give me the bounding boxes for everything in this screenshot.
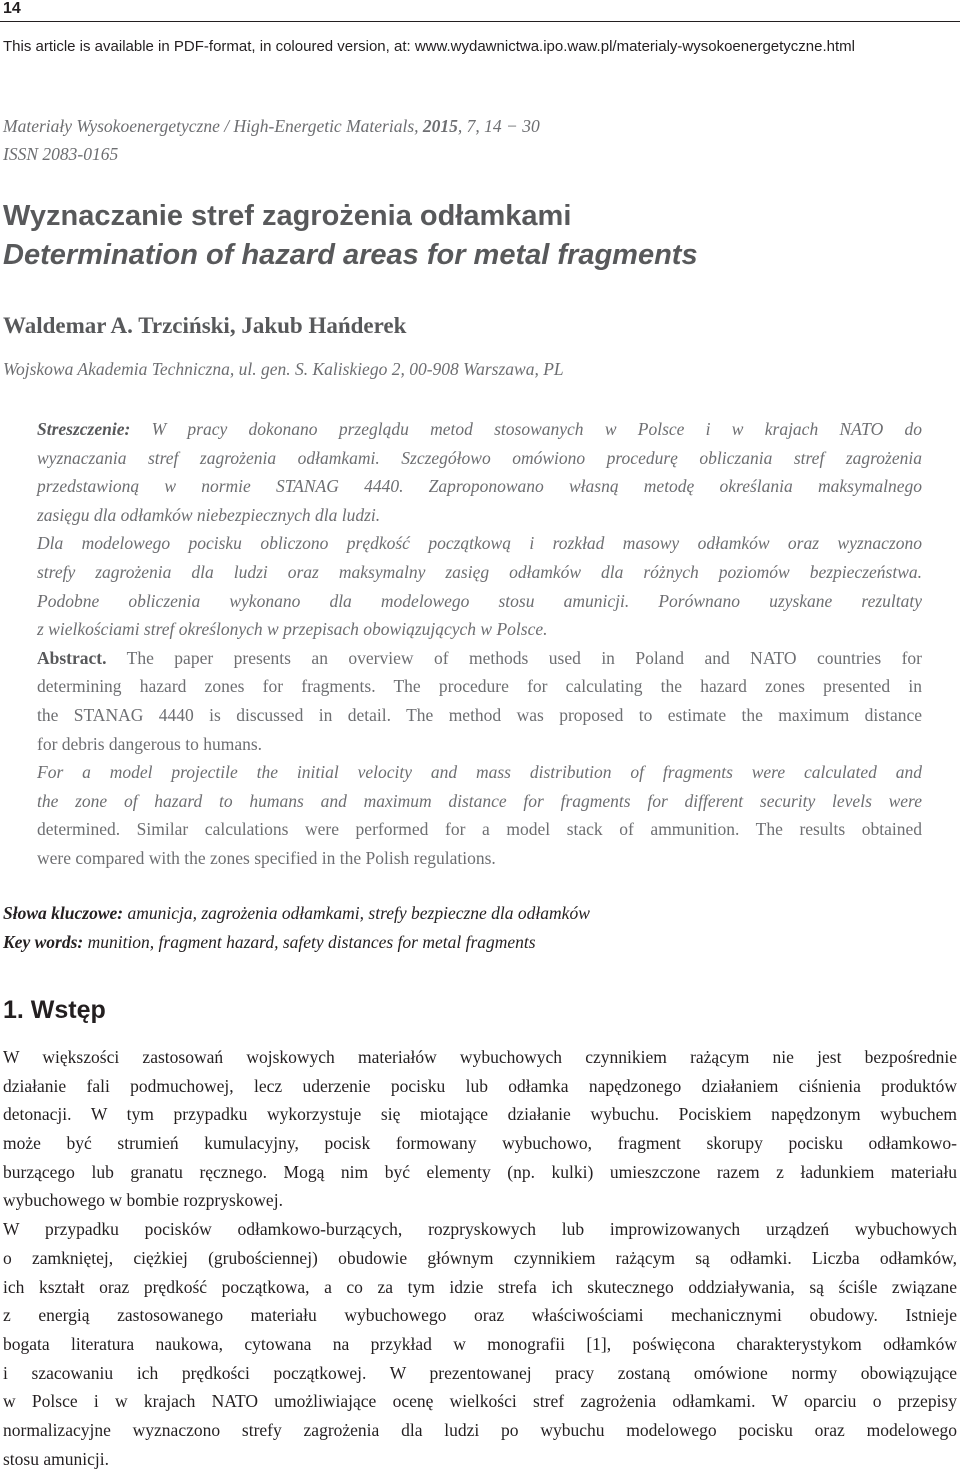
abstract-en-line: determined. Similar calculations were performed for a model stack of ammunition. The results obtained xyxy=(37,819,922,840)
body-line: w Polsce i w krajach NATO umożliwiające ocenę wielkości stref zagrożenia odłamkami. W oparciu o przepisy xyxy=(3,1391,957,1412)
abstract-en-line: were compared with the zones specified in the Polish regulations. xyxy=(37,847,496,868)
body-line: i szacowaniu ich prędkości początkowej. W prezentowanej pracy zostaną omówione normy obowiązujące xyxy=(3,1362,957,1383)
body-line: bogata literatura naukowa, cytowana na przykład w monografii [1], poświęcona charakterystykom odłamków xyxy=(3,1333,957,1354)
abstract-en-line: the zone of hazard to humans and maximum distance for fragments for different security levels were xyxy=(37,790,922,811)
abstract xyxy=(37,415,922,873)
body-line: normalizacyjne wyznaczono strefy zagrożenia dla ludzi po wybuchu modelowego pocisku oraz modelowego xyxy=(3,1419,957,1440)
keywords-pl-text: amunicja, zagrożenia odłamkami, strefy bezpieczne dla odłamków xyxy=(123,903,590,923)
body-line: o zamkniętej, ciężkiej (grubościennej) obudowie głównym czynnikiem rażącym są odłamki. Liczba odłamków, xyxy=(3,1247,957,1268)
section-heading: 1. Wstęp xyxy=(3,996,106,1024)
journal-volume-pages: , 7, 14 − 30 xyxy=(457,116,540,136)
abstract-pl-line: przedstawioną w normie STANAG 4440. Zaproponowano własną metodę określania maksymalnego xyxy=(37,476,922,497)
abstract-en-label: Abstract. xyxy=(37,647,107,668)
abstract-pl-label: Streszczenie: xyxy=(37,419,131,439)
keywords-en-label: Key words: xyxy=(3,932,84,952)
journal-name: Materiały Wysokoenergetyczne / High-Energetic Materials, xyxy=(3,116,423,136)
abstract-en-line: for debris dangerous to humans. xyxy=(37,733,263,754)
availability-note: This article is available in PDF-format, in coloured version, at: www.wydawnictwa.ipo.waw.pl/materialy-wysokoenergetyczne.html xyxy=(3,38,855,55)
abstract-en-line: the STANAG 4440 is discussed in detail. The method was proposed to estimate the maximum distance xyxy=(37,704,922,725)
page-number: 14 xyxy=(3,0,21,17)
journal-citation xyxy=(3,116,540,137)
keywords-english xyxy=(3,932,536,953)
body-line: z energią zastosowanego materiału wybuchowego oraz właściwościami mechanicznymi obudowy. Istnieje xyxy=(3,1305,957,1326)
body-line: detonacji. W tym przypadku wykorzystuje się miotające działanie wybuchu. Pociskiem napędzonym wybuchem xyxy=(3,1104,957,1125)
abstract-en-line xyxy=(37,644,922,673)
journal-year: 2015 xyxy=(422,116,458,136)
affiliation: Wojskowa Akademia Techniczna, ul. gen. S. Kaliskiego 2, 00-908 Warszawa, PL xyxy=(3,359,564,379)
keywords-en-text: munition, fragment hazard, safety distances for metal fragments xyxy=(83,932,536,952)
authors: Waldemar A. Trzciński, Jakub Hańderek xyxy=(3,313,407,338)
abstract-pl-text: W pracy dokonano przeglądu metod stosowanych w Polsce i w krajach NATO do xyxy=(130,419,922,439)
title-polish: Wyznaczanie stref zagrożenia odłamkami xyxy=(3,200,572,232)
header-rule xyxy=(0,21,960,22)
abstract-en-text: The paper presents an overview of methods used in Poland and NATO countries for xyxy=(106,647,922,668)
body-line: wybuchowego w bombie rozpryskowej. xyxy=(3,1190,283,1211)
abstract-pl-line: Dla modelowego pocisku obliczono prędkość początkową i rozkład masowy odłamków oraz wyznaczono xyxy=(37,533,922,554)
abstract-pl-line: z wielkościami stref określonych w przepisach obowiązujących w Polsce. xyxy=(37,619,548,640)
section-body xyxy=(3,1043,957,1473)
abstract-pl-line: Podobne obliczenia wykonano dla modelowego stosu amunicji. Porównano uzyskane rezultaty xyxy=(37,590,922,611)
body-line: stosu amunicji. xyxy=(3,1448,109,1469)
body-line: ich kształt oraz prędkość początkowa, a co za tym idzie strefa ich skutecznego oddziaływania, są ściśle związane xyxy=(3,1276,957,1297)
keywords-polish xyxy=(3,903,590,924)
abstract-en-line: For a model projectile the initial velocity and mass distribution of fragments were calculated and xyxy=(37,762,922,783)
body-line: może być strumień kumulacyjny, pocisk formowany wybuchowo, fragment skorupy pocisku odłamkowo- xyxy=(3,1133,957,1154)
abstract-en-line: determining hazard zones for fragments. The procedure for calculating the hazard zones presented in xyxy=(37,676,922,697)
title-english: Determination of hazard areas for metal fragments xyxy=(3,239,698,271)
abstract-pl-line: zasięgu dla odłamków niebezpiecznych dla ludzi. xyxy=(37,504,381,525)
body-line: W większości zastosowań wojskowych materiałów wybuchowych czynnikiem rażącym nie jest bezpośrednie xyxy=(3,1047,957,1067)
keywords-pl-label: Słowa kluczowe: xyxy=(3,903,124,923)
body-line: burzącego lub granatu ręcznego. Mogą nim być elementy (np. kulki) umieszczone razem z ładunkiem materiału xyxy=(3,1161,957,1182)
journal-issn: ISSN 2083-0165 xyxy=(3,144,119,164)
abstract-pl-line xyxy=(37,415,922,444)
body-line: działanie fali podmuchowej, lecz uderzenie pocisku lub odłamka napędzonego działaniem ciśnienia produktów xyxy=(3,1075,957,1096)
abstract-pl-line: wyznaczania stref zagrożenia odłamkami. Szczegółowo omówiono procedurę obliczania stref zagrożenia xyxy=(37,447,922,468)
body-line: W przypadku pocisków odłamkowo-burzących, rozpryskowych lub improwizowanych urządzeń wybuchowych xyxy=(3,1219,957,1240)
abstract-pl-line: strefy zagrożenia dla ludzi oraz maksymalny zasięg odłamków dla różnych poziomów bezpieczeństwa. xyxy=(37,561,922,582)
